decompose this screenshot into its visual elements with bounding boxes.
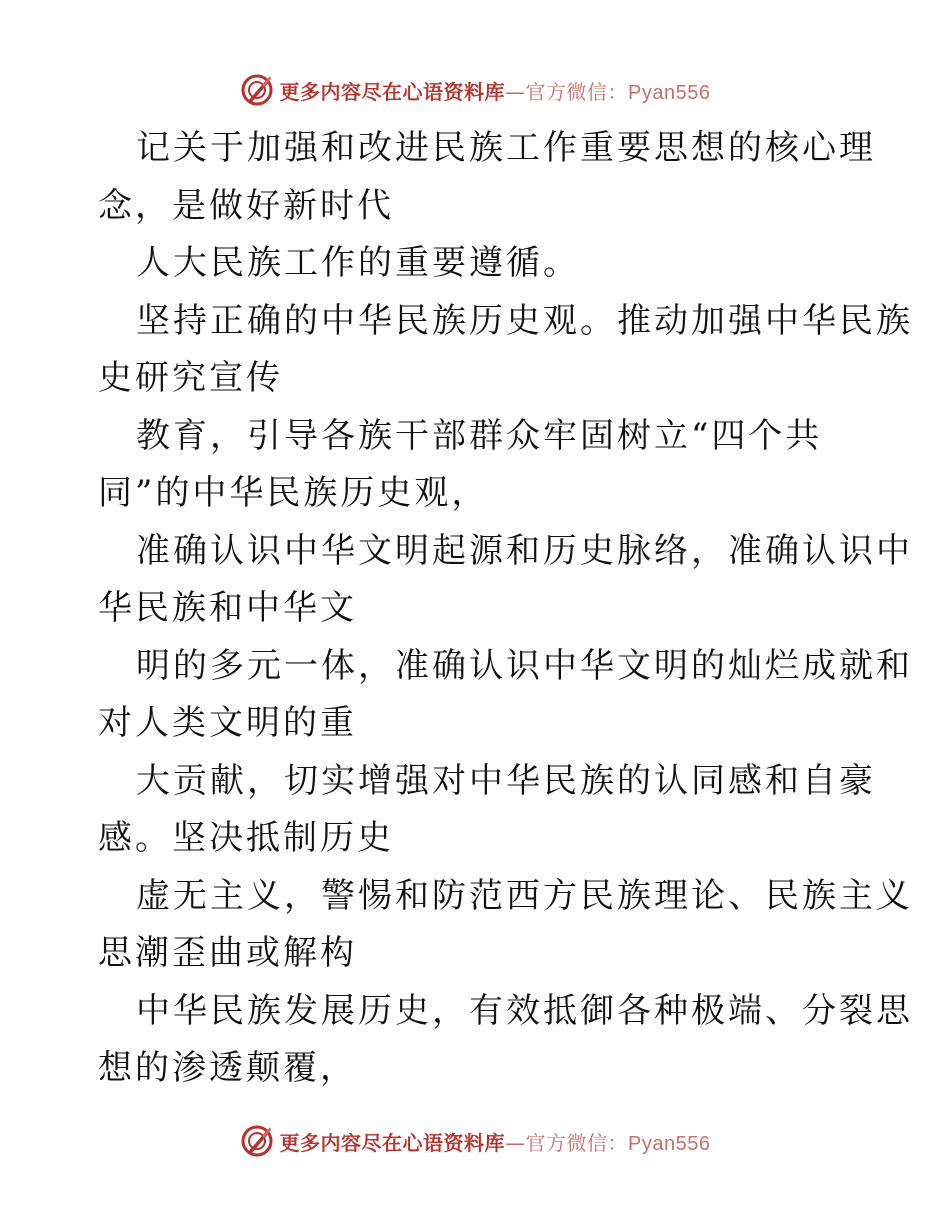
text-line: 感。坚决抵制历史 (98, 818, 394, 858)
text-line: 中华民族发展历史，有效抵御各种极端、分裂思 (136, 990, 913, 1031)
text-line: 念，是做好新时代 (98, 185, 394, 226)
text-line: 想的渗透颠覆， (98, 1048, 357, 1088)
text-line: 大贡献，切实增强对中华民族的认同感和自豪 (136, 760, 876, 801)
text-line: 准确认识中华文明起源和历史脉络，准确认识中 (136, 530, 913, 571)
watermark-separator: — (505, 79, 526, 104)
text-line: 史研究宣传 (98, 358, 283, 398)
text-line: 明的多元一体，准确认识中华文明的灿烂成就和 (136, 645, 913, 686)
text-line: 华民族和中华文 (98, 588, 357, 628)
text-line: 虚无主义，警惕和防范西方民族理论、民族主义 (136, 875, 913, 916)
quill-logo-icon (240, 1124, 274, 1158)
watermark-text (280, 1127, 711, 1156)
text-line: 记关于加强和改进民族工作重要思想的核心理 (136, 128, 876, 168)
text-line: 教育，引导各族干部群众牢固树立“四个共 (136, 415, 823, 456)
watermark-text (280, 76, 711, 105)
text-line: 同”的中华民族历史观， (98, 473, 489, 513)
text-line: 思潮歪曲或解构 (98, 933, 357, 973)
watermark-handle: Pyan556 (628, 1132, 711, 1155)
footer-watermark (0, 1121, 950, 1161)
document-body (98, 120, 913, 1098)
watermark-wechat-label: 官方微信： (525, 1130, 629, 1155)
text-line: 人大民族工作的重要遵循。 (136, 243, 580, 283)
text-line: 对人类文明的重 (98, 703, 357, 743)
watermark-brand: 更多内容尽在心语资料库 (279, 79, 506, 104)
header-watermark (0, 70, 950, 110)
quill-logo-icon (240, 73, 274, 107)
watermark-brand: 更多内容尽在心语资料库 (279, 1130, 506, 1155)
watermark-handle: Pyan556 (628, 81, 711, 104)
text-line: 坚持正确的中华民族历史观。推动加强中华民族 (136, 300, 913, 341)
watermark-wechat-label: 官方微信： (525, 79, 629, 104)
watermark-separator: — (505, 1130, 526, 1155)
